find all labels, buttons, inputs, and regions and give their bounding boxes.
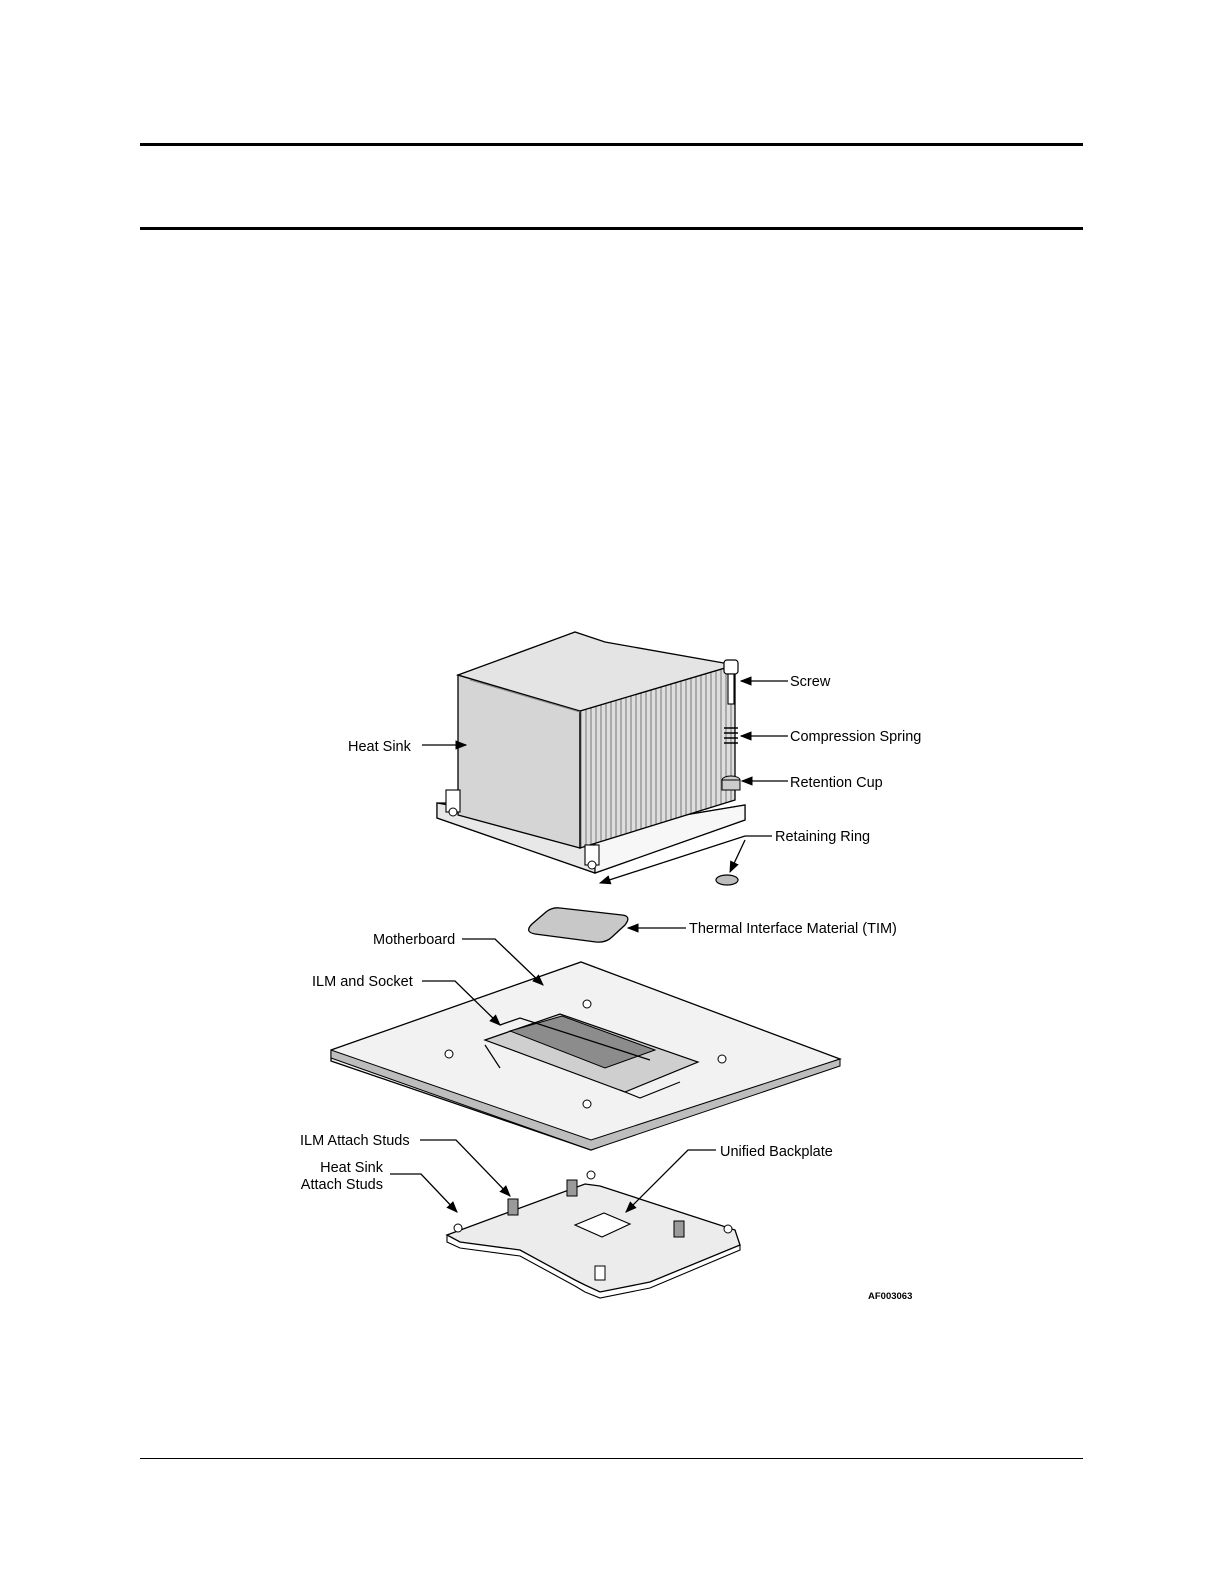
label-ilm-socket: ILM and Socket	[312, 974, 413, 990]
label-screw: Screw	[790, 674, 831, 690]
label-motherboard: Motherboard	[373, 932, 456, 948]
label-heat-sink-studs-2: Attach Studs	[300, 1177, 383, 1193]
label-retention-cup: Retention Cup	[790, 775, 883, 791]
figure-code: AF003063	[868, 1291, 913, 1302]
tim-pad	[529, 908, 628, 942]
label-ilm-studs: ILM Attach Studs	[300, 1133, 410, 1149]
heat-sink	[437, 632, 745, 873]
label-heat-sink-studs-1: Heat Sink	[320, 1160, 383, 1176]
unified-backplate	[447, 1171, 740, 1298]
label-compression-spring: Compression Spring	[790, 729, 922, 745]
label-heat-sink: Heat Sink	[348, 739, 411, 755]
retaining-ring	[716, 875, 738, 885]
label-retaining-ring: Retaining Ring	[775, 829, 871, 845]
label-tim: Thermal Interface Material (TIM)	[689, 921, 897, 937]
label-backplate: Unified Backplate	[720, 1144, 833, 1160]
